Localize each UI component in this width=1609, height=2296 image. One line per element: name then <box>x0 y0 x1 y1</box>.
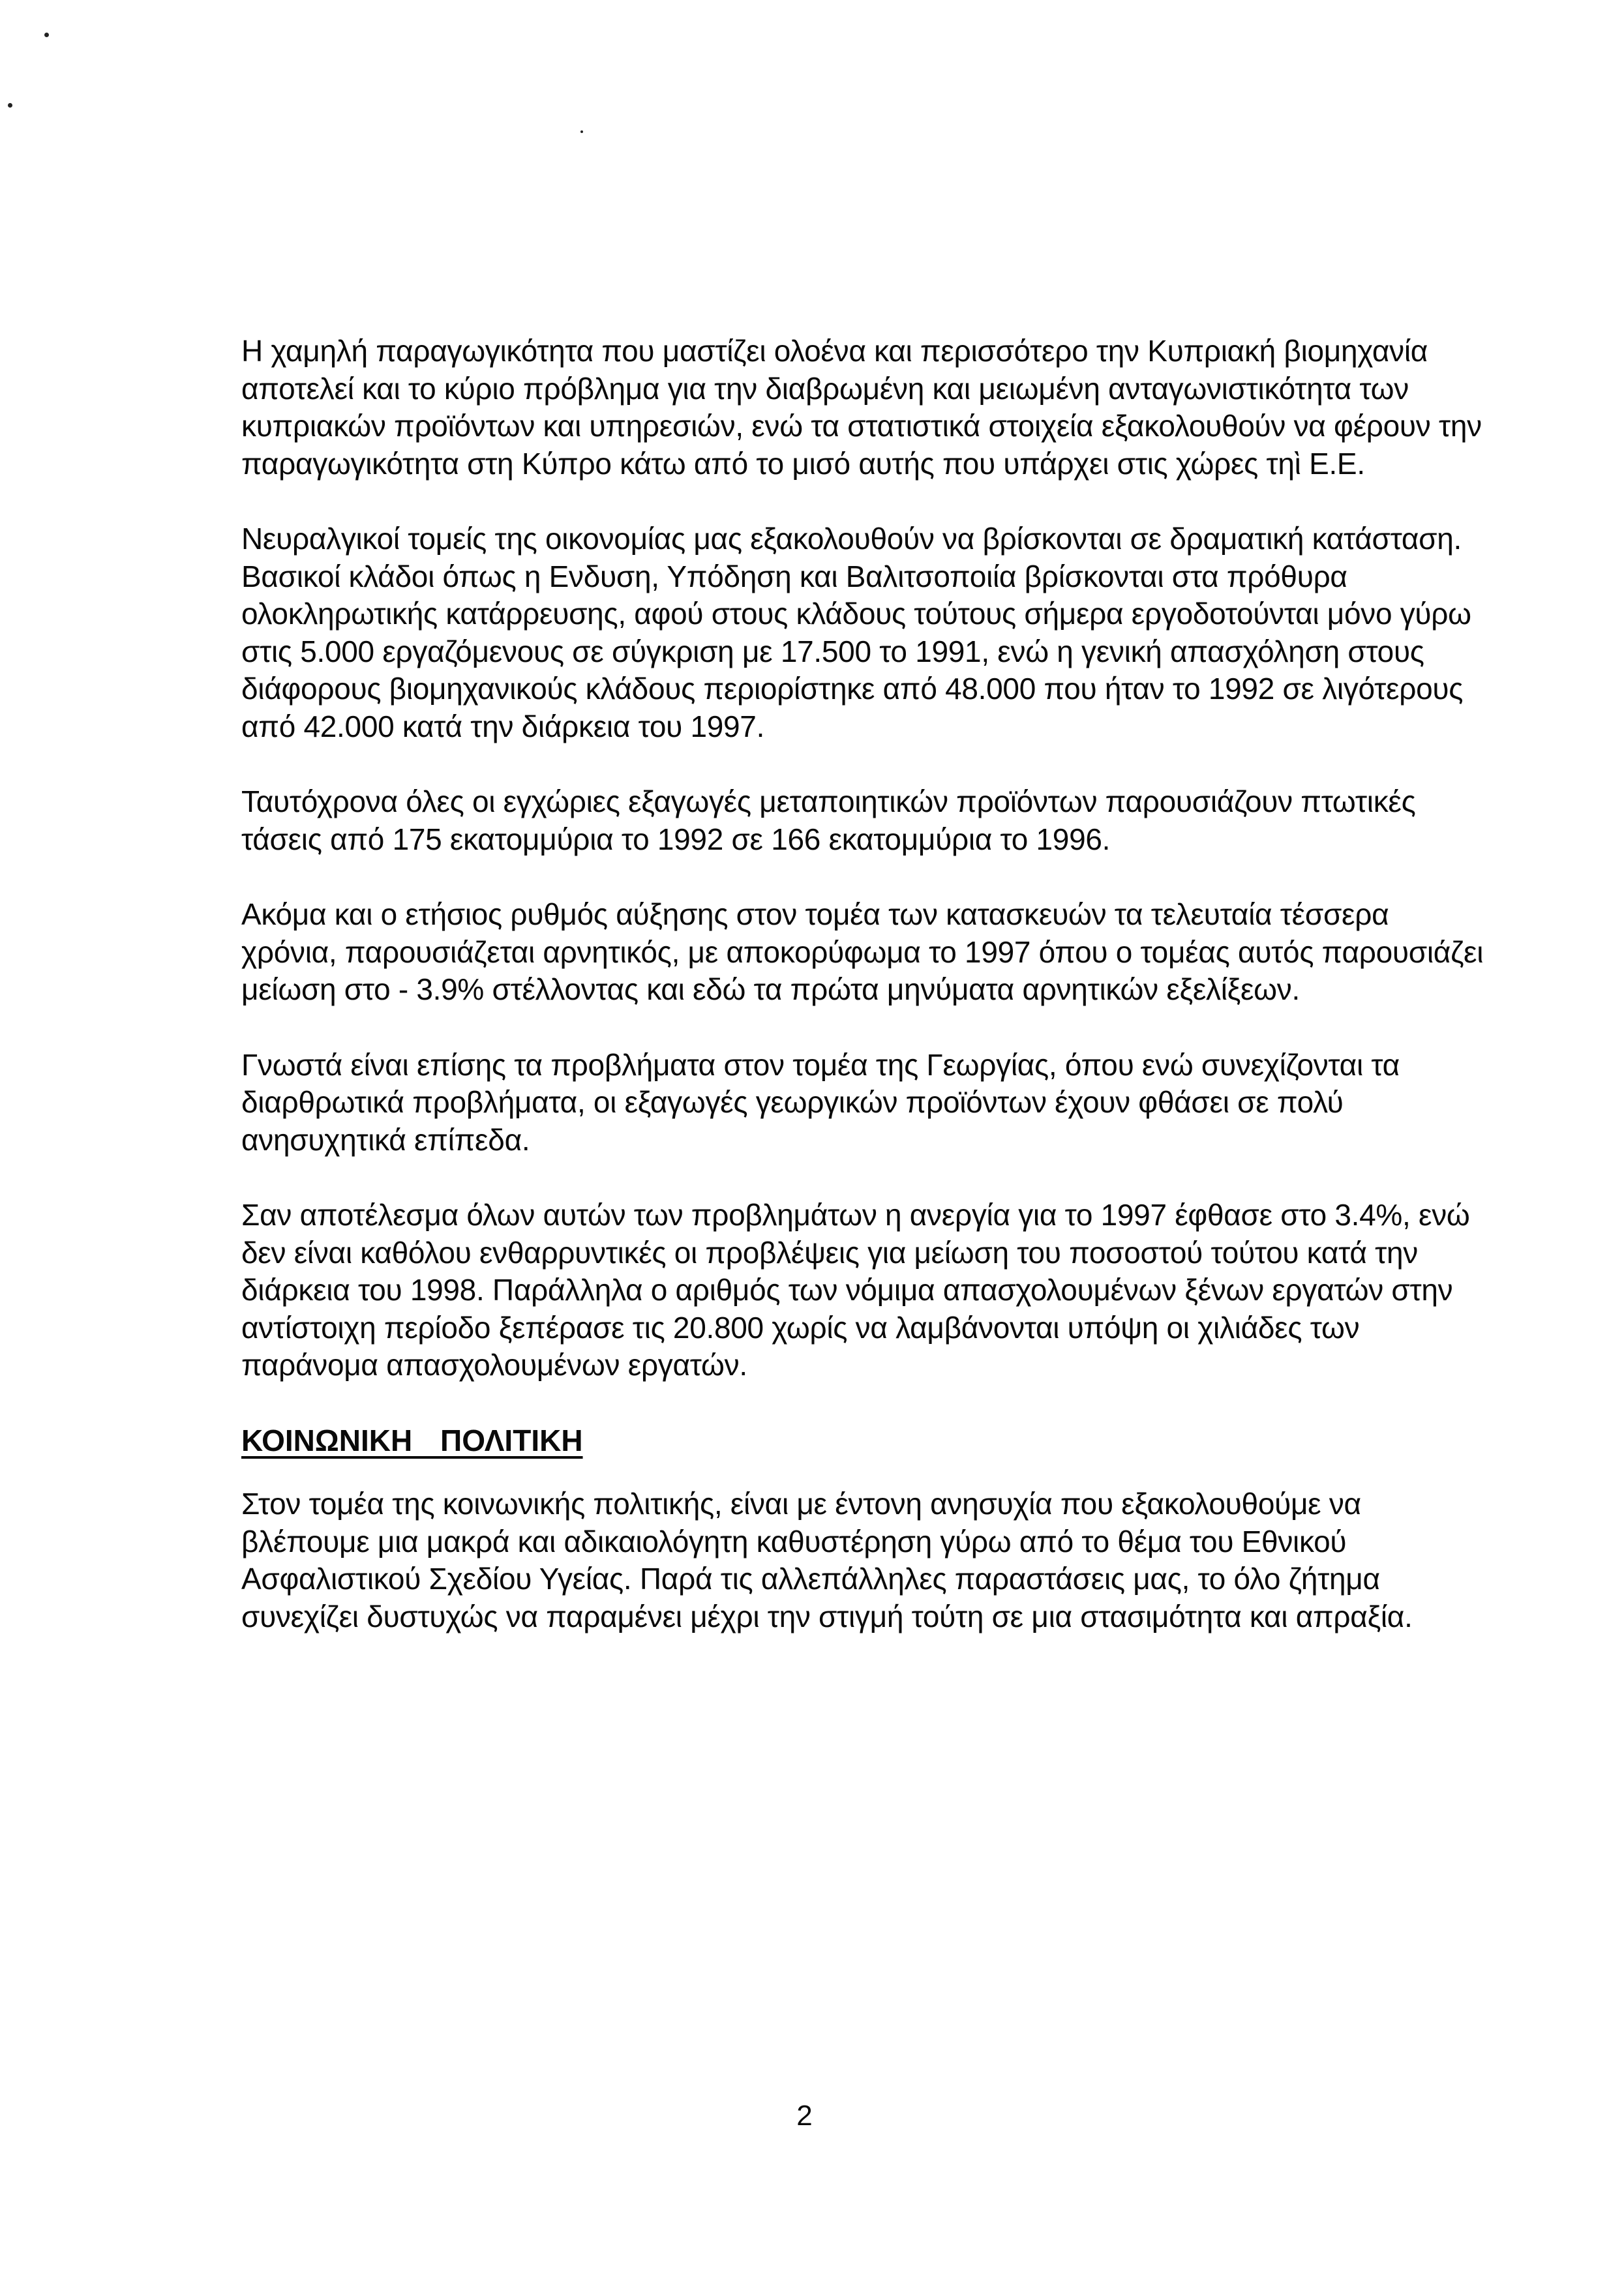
paragraph-productivity: Η χαμηλή παραγωγικότητα που μαστίζει ολοένα και περισσότερο την Κυπριακή βιομηχανία αποτελεί και το κύριο πρόβλημα για την διαβρωμένη και μειωμένη ανταγωνιστικότητα των κυπριακών προϊόντων και υπηρεσιών, ενώ τα στατιστικά στοιχεία εξακολουθούν να φέρουν την παραγωγικότητα στη Κύπρο κάτω από το μισό αυτής που υπάρχει στις χώρες τηὶ Ε.Ε. <box>241 334 1482 481</box>
paragraph-sectors: Νευραλγικοί τομείς της οικονομίας μας εξακολουθούν να βρίσκονται σε δραματική κατάσταση. Βασικοί κλάδοι όπως η Ενδυση, Υπόδηση και Βαλιτσοποιία βρίσκονται στα πρόθυρα ολοκληρωτικής κατάρρευσης, αφού στους κλάδους τούτους σήμερα εργοδοτούνται μόνο γύρω στις 5.000 εργαζόμενους σε σύγκριση με 17.500 το 1991, ενώ η γενική απασχόληση στους διάφορους βιομηχανικούς κλάδους περιορίστηκε από 48.000 που ήταν το 1992 σε λιγότερους από 42.000 κατά την διάρκεια του 1997. <box>241 522 1471 743</box>
paragraph-exports: Ταυτόχρονα όλες οι εγχώριες εξαγωγές μεταποιητικών προϊόντων παρουσιάζουν πτωτικές τάσεις από 175 εκατομμύρια το 1992 σε 166 εκατομμύρια το 1996. <box>241 784 1416 856</box>
paragraph-social-policy: Στον τομέα της κοινωνικής πολιτικής, είναι με έντονη ανησυχία που εξακολουθούμε να βλέπουμε μια μακρά και αδικαιολόγητη καθυστέρηση γύρω από το θέμα του Εθνικού Ασφαλιστικού Σχεδίου Υγείας. Παρά τις αλλεπάλληλες παραστάσεις μας, το όλο ζήτημα συνεχίζει δυστυχώς να παραμένει μέχρι την στιγμή τούτη σε μια στασιμότητα και απραξία. <box>241 1487 1413 1633</box>
paragraph-agriculture: Γνωστά είναι επίσης τα προβλήματα στον τομέα της Γεωργίας, όπου ενώ συνεχίζονται τα διαρθρωτικά προβλήματα, οι εξαγωγές γεωργικών προϊόντων έχουν φθάσει σε πολύ ανησυχητικά επίπεδα. <box>241 1047 1400 1157</box>
paragraph-construction: Ακόμα και ο ετήσιος ρυθμός αύξησης στον τομέα των κατασκευών τα τελευταία τέσσερα χρόνια, παρουσιάζεται αρνητικός, με αποκορύφωμα το 1997 όπου ο τομέας αυτός παρουσιάζει μείωση στο - 3.9% στέλλοντας και εδώ τα πρώτα μηνύματα αρνητικών εξελίξεων. <box>241 897 1484 1006</box>
scan-speck <box>8 103 12 108</box>
document-body <box>241 333 1487 1673</box>
scan-speck <box>580 130 583 133</box>
page-number: 2 <box>796 2100 813 2132</box>
paragraph-unemployment: Σαν αποτέλεσμα όλων αυτών των προβλημάτων η ανεργία για το 1997 έφθασε στο 3.4%, ενώ δεν είναι καθόλου ενθαρρυντικές οι προβλέψεις για μείωση του ποσοστού τούτου κατά την διάρκεια του 1998. Παράλληλα ο αριθμός των νόμιμα απασχολουμένων ξένων εργατών στην αντίστοιχη περίοδο ξεπέρασε τις 20.800 χωρίς να λαμβάνονται υπόψη οι χιλιάδες των παράνομα απασχολουμένων εργατών. <box>241 1198 1470 1382</box>
section-heading: ΚΟΙΝΩΝΙΚΗ ΠΟΛΙΤΙΚΗ <box>241 1423 583 1457</box>
scan-speck <box>44 33 49 37</box>
